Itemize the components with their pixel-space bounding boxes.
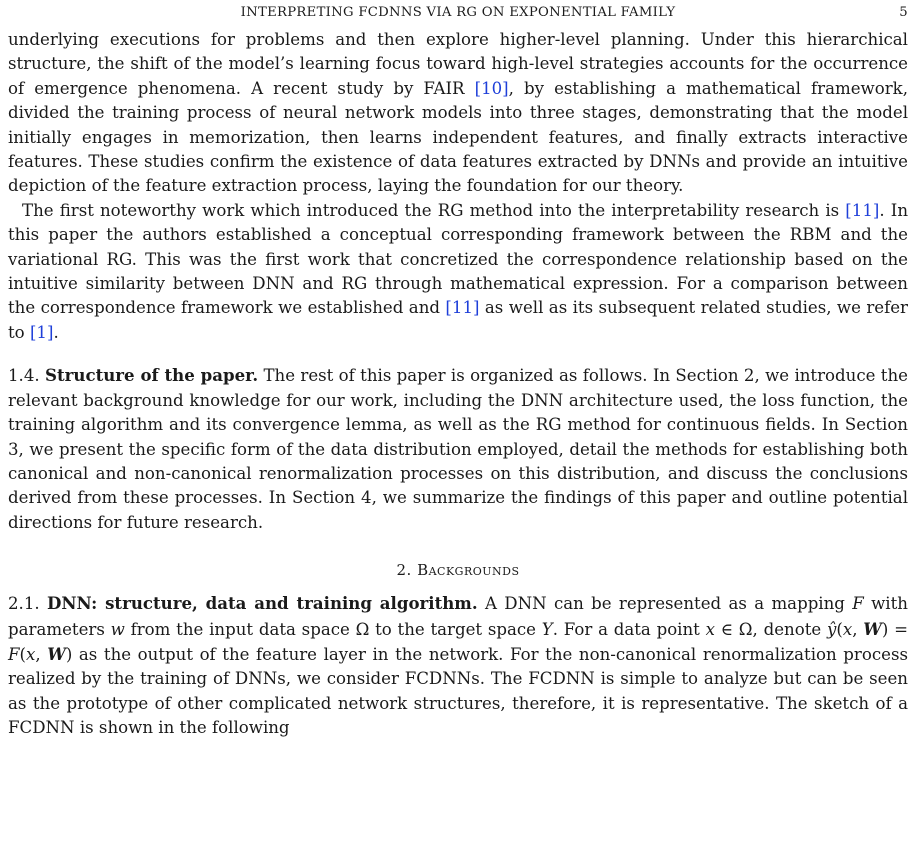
text-span: ( bbox=[836, 619, 843, 639]
text-span: as well as its subsequent related studies, we refer to bbox=[8, 298, 908, 342]
citation-link[interactable]: [11] bbox=[445, 298, 480, 318]
subsection-title: DNN: structure, data and training algorithm. bbox=[47, 593, 478, 614]
text-span: underlying executions for problems and then explore higher-level planning. Under this hierarchical structure, the shift of the model’s learning focus toward high-level strategies accounts for the occurrence of emergence phenomena. A recent study by FAIR bbox=[8, 30, 908, 98]
math-symbol: W bbox=[863, 618, 882, 639]
math-symbol: x bbox=[705, 619, 715, 639]
text-span: , bbox=[852, 619, 864, 639]
running-head bbox=[8, 2, 908, 28]
citation-link[interactable]: [10] bbox=[474, 78, 509, 98]
citation-link[interactable]: [1] bbox=[29, 322, 54, 342]
math-symbol: x bbox=[26, 644, 36, 664]
paragraph-gap bbox=[8, 345, 908, 363]
citation-link[interactable]: [11] bbox=[845, 200, 880, 220]
text-span: ) = bbox=[881, 619, 909, 639]
page-number: 5 bbox=[899, 5, 908, 20]
subsection-number: 1.4. bbox=[8, 366, 40, 386]
intro-paragraph-2 bbox=[8, 199, 908, 345]
subsection-number: 2.1. bbox=[8, 594, 40, 614]
text-span: ∈ Ω, denote bbox=[714, 619, 827, 639]
text-span: . For a data point bbox=[552, 619, 706, 639]
text-span: ) as the output of the feature layer in the network. For the non-canonical renormalization process realized by the training of DNNs, we consider FCDNNs. The FCDNN is simple to analyze but can be seen as the prototype of other complicated network structures, therefore, it is representative. The sketch of a FCDNN is shown in the following bbox=[8, 644, 908, 738]
subsection-title: Structure of the paper. bbox=[45, 365, 259, 386]
text-span: A DNN can be represented as a mapping bbox=[484, 594, 853, 614]
backgrounds-paragraph bbox=[8, 591, 908, 740]
text-span: The rest of this paper is organized as follows. In Section 2, we introduce the relevant background knowledge for our work, including the DNN architecture used, the loss function, the training algorithm and its convergence lemma, as well as the RG method for continuous fields. In Section 3, we present the specific form of the data distribution employed, detail the methods for establishing both canonical and non-canonical renormalization processes on this distribution, and discuss the conclusions derived from these processes. In Section 4, we summarize the findings of this paper and outline potential directions for future research. bbox=[8, 366, 908, 532]
math-symbol: F bbox=[8, 644, 20, 664]
math-symbol: w bbox=[110, 619, 125, 639]
math-symbol: Y bbox=[541, 619, 553, 639]
text-span: , bbox=[35, 644, 48, 664]
math-symbol: x bbox=[842, 619, 853, 639]
section-heading: 2. Backgrounds bbox=[396, 561, 520, 580]
text-span: from the input data space Ω to the target space bbox=[124, 619, 542, 639]
intro-paragraph-1 bbox=[8, 28, 908, 199]
running-title: INTERPRETING FCDNNS VIA RG ON EXPONENTIAL FAMILY bbox=[240, 5, 676, 20]
text-span: . In this paper the authors established a conceptual corresponding framework between the RBM and the variational RG. This was the first work that concretized the correspondence relationship based on the intuitive similarity between DNN and RG through mathematical expression. For a comparison between the correspondence framework we established and bbox=[8, 200, 909, 318]
text-span: . bbox=[53, 322, 59, 342]
text-span: , by establishing a mathematical framework, divided the training process of neural network models into three stages, demonstrating that the model initially engages in memorization, then learns independent features, and finally extracts interactive features. These studies confirm the existence of data features extracted by DNNs and provide an intuitive depiction of the feature extraction process, laying the foundation for our theory. bbox=[8, 78, 908, 196]
text-span: The first noteworthy work which introduced the RG method into the interpretability research is bbox=[22, 200, 846, 220]
structure-paragraph bbox=[8, 363, 908, 535]
text-span: ( bbox=[19, 644, 26, 664]
math-symbol: F bbox=[852, 594, 864, 614]
math-symbol: W bbox=[47, 643, 66, 664]
text-span: with parameters bbox=[8, 594, 908, 639]
math-symbol: ŷ bbox=[826, 619, 837, 639]
paper-page bbox=[8, 0, 908, 741]
